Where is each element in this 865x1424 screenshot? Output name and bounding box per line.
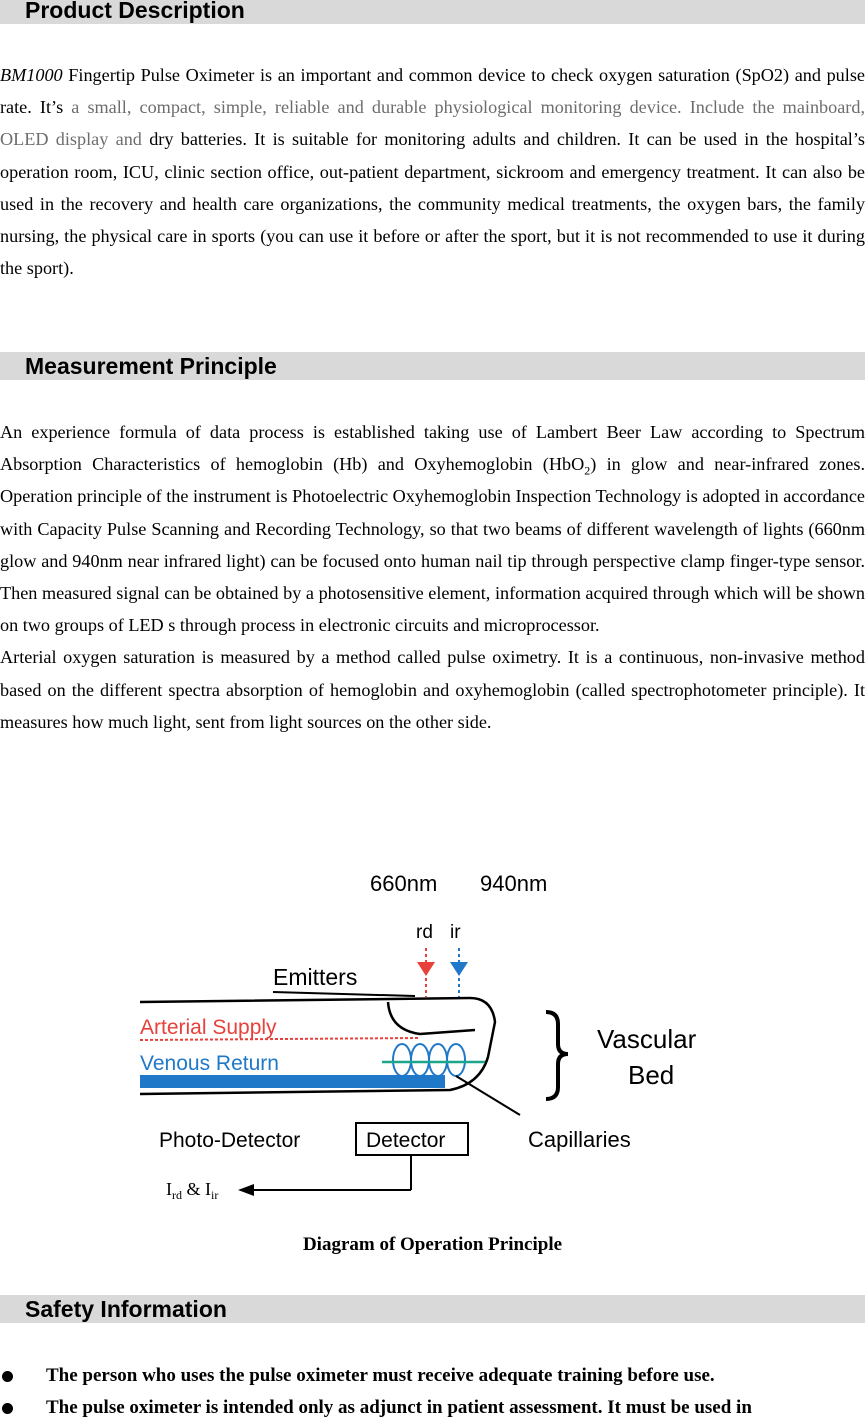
measurement-paragraph-2: Arterial oxygen saturation is measured by a method called pulse oximetry. It is a continuous, non-invasive method based on the different spectra absorption of hemoglobin and oxyhemoglobin (called spectrophotometer principle). It measures how much light, sent from light sources on the other side. [0,647,865,732]
product-text-b: dry batteries. It is suitable for monitoring adults and children. It can be used in the hospital’s operation room, ICU, clinic section office, out-patient department, sickroom and emergency treatment. It can also be used in the recovery and health care organizations, the community medical treatments, the oxygen bars, the family nursing, the physical care in sports (you can use it before or after the sport, but it is not recommended to use it during the sport). [0,129,865,279]
capillaries-label: Capillaries [528,1127,631,1152]
emitters-pointer [273,992,415,996]
output-signal-label: $I_{rd}$ & $I_{ir}$ [166,1179,219,1202]
venous-return-label: Venous Return [140,1052,279,1075]
photo-detector-label: Photo-Detector [159,1129,301,1152]
arterial-supply-label: Arterial Supply [140,1016,277,1039]
measurement-text-a: An experience formula of data process is established taking use of Lambert Beer Law according to Spectrum Absorption Characteristics of hemoglobin (Hb) and Oxyhemoglobin (HbO [0,422,865,475]
capillaries-pointer [456,1076,520,1115]
safety-bullet [0,1360,865,1392]
vascular-label: Vascular [597,1024,697,1054]
section-heading-measurement-principle: Measurement Principle [0,352,865,380]
vascular-bed-brace [546,1012,568,1099]
bullet-dot-icon [2,1371,13,1382]
product-description-paragraph [0,59,865,284]
bullet-dot-icon [2,1403,13,1414]
product-text-gray: a small, compact, simple, reliable and durable physiological monitoring device. Include the mainboard, OLED display and [0,97,865,150]
fingernail-icon [388,1002,475,1034]
section-heading-safety-information: Safety Information [0,1295,865,1323]
detector-label: Detector [366,1129,446,1152]
safety-bullet-text: The pulse oximeter is intended only as adjunct in patient assessment. It must be used in [46,1397,752,1418]
measurement-paragraph-1 [0,416,865,641]
red-emitter-icon [417,948,435,997]
ir-emitter-icon [450,948,468,997]
emitters-label: Emitters [273,964,358,990]
output-arrow-icon [238,1184,254,1196]
rd-label: rd [416,922,433,943]
bed-label: Bed [628,1060,675,1090]
model-name: BM1000 [0,65,63,85]
venous-band [140,1075,445,1088]
wavelength-940-label: 940nm [480,871,548,896]
measurement-text-b: ) in glow and near-infrared zones. Operation principle of the instrument is Photoelectric Oxyhemoglobin Inspection Technology is adopted in accordance with Capacity Pulse Scanning and Recording Technology, so that two beams of different wavelength of lights (660nm glow and 940nm near infrared light) can be focused onto human nail tip through perspective clamp finger-type sensor. Then measured signal can be obtained by a photosensitive element, information acquired through which will be shown on two groups of LED s through process in electronic circuits and microprocessor. [0,454,865,636]
product-text-a: Fingertip Pulse Oximeter is an important and common device to check oxygen saturation (SpO2) and pulse rate. It’s [0,65,865,118]
capillary-loops [393,1044,465,1076]
safety-bullet [0,1392,865,1424]
operation-principle-diagram [130,862,730,1212]
safety-bullet-text: The person who uses the pulse oximeter must receive adequate training before use. [46,1365,715,1386]
ir-label: ir [450,922,461,943]
wavelength-660-label: 660nm [370,871,438,896]
hbo2-subscript: 2 [584,463,591,478]
diagram-caption: Diagram of Operation Principle [302,1234,563,1255]
measurement-principle-text [0,416,865,738]
section-heading-product-description: Product Description [0,0,865,24]
